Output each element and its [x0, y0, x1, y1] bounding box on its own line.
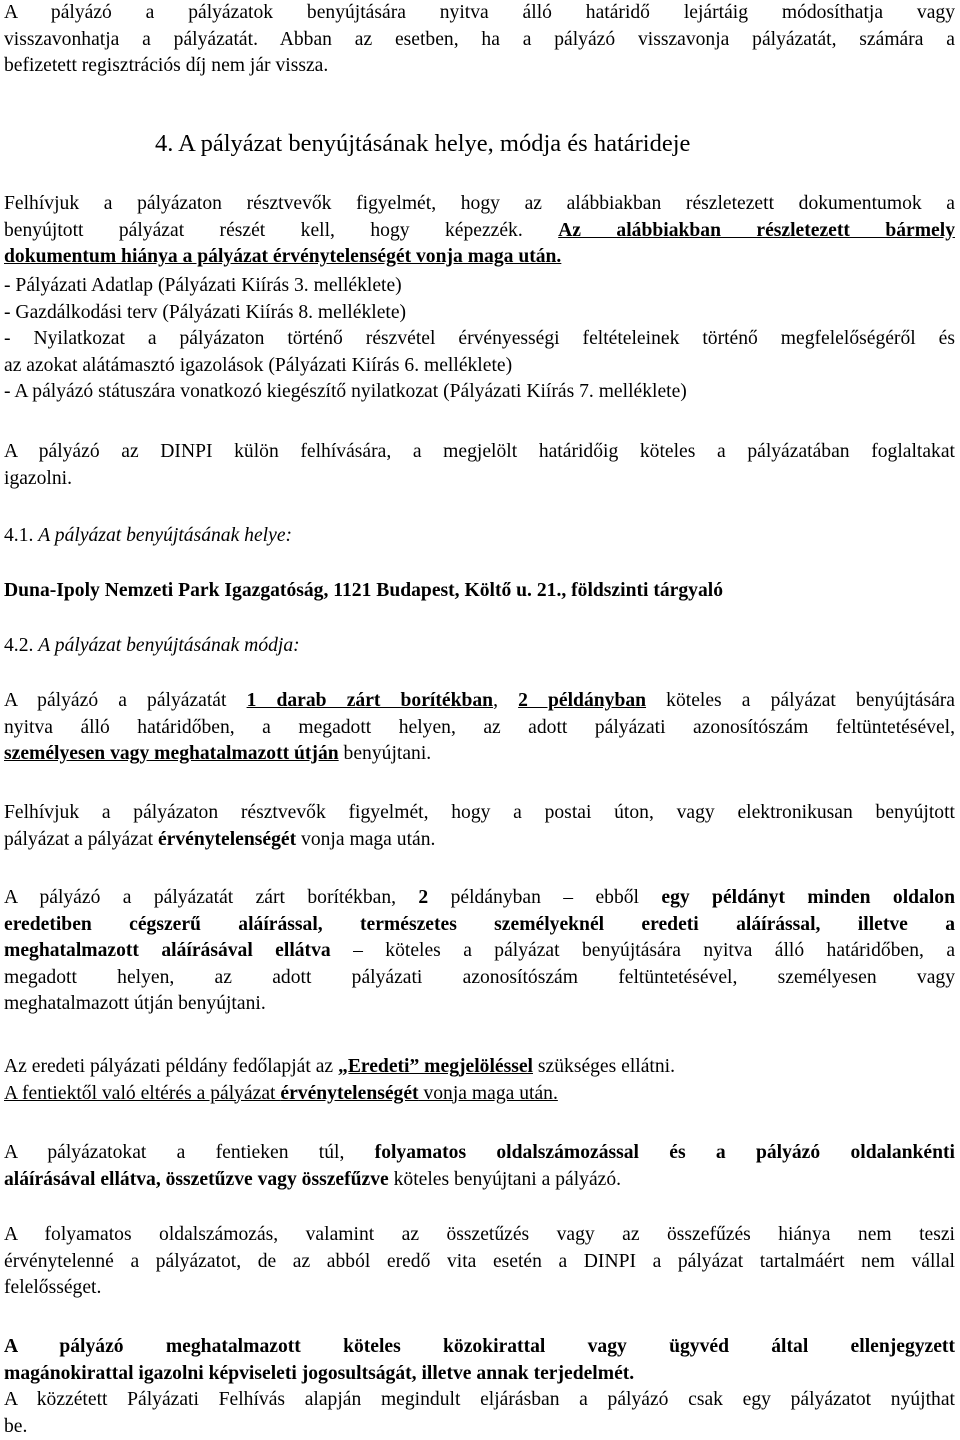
text-run: pályázat a pályázat — [4, 829, 158, 850]
text-line: A közzétett Pályázati Felhívás alapján megindult eljárásban a pályázó csak egy pályázatot nyújthat — [4, 1387, 955, 1414]
text-run: A pályázatokat a fentieken túl, — [4, 1142, 375, 1163]
text-line — [4, 827, 955, 854]
text-line: Felhívjuk a pályázaton résztvevők figyelmét, hogy az alábbiakban részletezett dokumentumok a — [4, 191, 955, 218]
text-line — [4, 1140, 955, 1167]
text-line — [4, 741, 955, 768]
method-paragraph-1 — [4, 688, 955, 768]
text-run: , — [493, 690, 518, 711]
emphasis-run: személyesen vagy meghatalmazott útján — [4, 743, 339, 764]
list-item: - Gazdálkodási terv (Pályázati Kiírás 8. melléklete) — [4, 300, 955, 327]
text-line: be. — [4, 1414, 955, 1440]
text-run: példányban – ebből — [428, 887, 661, 908]
text-line: A folyamatos oldalszámozás, valamint az összetűzés vagy az összefűzés hiánya nem teszi — [4, 1222, 955, 1249]
text-line: Felhívjuk a pályázaton résztvevők figyelmét, hogy a postai úton, vagy elektronikusan benyújtott — [4, 800, 955, 827]
emphasis-run: folyamatos oldalszámozással és a pályázó oldalankénti — [375, 1142, 955, 1163]
emphasis-run: Az alábbiakban részletezett bármely — [558, 220, 955, 241]
emphasis-run: meghatalmazott aláírásával ellátva — [4, 940, 331, 961]
text-line: befizetett regisztrációs díj nem jár vissza. — [4, 53, 955, 80]
text-line — [4, 1081, 955, 1108]
emphasis-run: 2 — [418, 887, 428, 908]
text-run: vonja maga után. — [419, 1083, 558, 1104]
text-line: érvénytelenné a pályázatot, de az abból eredő vita esetén a DINPI a pályázat tartalmáért nem vállal — [4, 1249, 955, 1276]
list-item: - Nyilatkozat a pályázaton történő részvétel érvényességi feltételeinek történő megfelelőségéről és — [4, 326, 955, 353]
text-run: Az eredeti pályázati példány fedőlapját az — [4, 1056, 338, 1077]
text-run: benyújtott pályázat részét kell, hogy képezzék. — [4, 220, 558, 241]
subsection-number: 4.1. — [4, 525, 33, 546]
method-paragraph-3 — [4, 885, 955, 1018]
text-run: köteles benyújtani a pályázó. — [389, 1169, 621, 1190]
text-run: vonja maga után. — [296, 829, 435, 850]
intro-paragraph — [4, 0, 955, 80]
text-line: dokumentum hiánya a pályázat érvénytelenségét vonja maga után. — [4, 244, 955, 271]
text-run: A pályázó a pályázatát — [4, 690, 247, 711]
emphasis-run: 2 példányban — [518, 690, 646, 711]
text-run: – köteles a pályázat benyújtására nyitva álló határidőben, a — [331, 940, 955, 961]
emphasis-run: érvénytelenségét — [280, 1083, 418, 1104]
text-line — [4, 1054, 955, 1081]
emphasis-run: 1 darab zárt borítékban — [247, 690, 494, 711]
emphasis-run: aláírásával ellátva, összetűzve vagy összefűzve — [4, 1169, 389, 1190]
method-paragraph-2 — [4, 800, 955, 853]
subsection-title: A pályázat benyújtásának módja: — [38, 635, 299, 656]
subsection-title: A pályázat benyújtásának helye: — [38, 525, 292, 546]
text-line: felelősséget. — [4, 1275, 955, 1302]
text-run: szükséges ellátni. — [533, 1056, 675, 1077]
text-line: meghatalmazott útján benyújtani. — [4, 991, 955, 1018]
section-heading: 4. A pályázat benyújtásának helye, módja és határideje — [155, 129, 690, 159]
emphasis-run: érvénytelenségét — [158, 829, 296, 850]
text-run: A pályázó a pályázatát zárt borítékban, — [4, 887, 418, 908]
subsection-number: 4.2. — [4, 635, 33, 656]
text-run: benyújtani. — [339, 743, 432, 764]
subsection-4-2-heading — [4, 633, 300, 660]
method-paragraph-7 — [4, 1334, 955, 1440]
text-line: igazolni. — [4, 466, 955, 493]
text-line — [4, 1167, 955, 1194]
text-line: A pályázó meghatalmazott köteles közokirattal vagy ügyvéd által ellenjegyzett — [4, 1334, 955, 1361]
subsection-4-1-heading — [4, 523, 292, 550]
text-run: A fentiektől való eltérés a pályázat — [4, 1083, 280, 1104]
text-line: visszavonhatja a pályázatát. Abban az esetben, ha a pályázó visszavonja pályázatát, számára a — [4, 27, 955, 54]
list-item: - A pályázó státuszára vonatkozó kiegészítő nyilatkozat (Pályázati Kiírás 7. melléklete) — [4, 379, 955, 406]
list-item: az azokat alátámasztó igazolások (Pályázati Kiírás 6. melléklete) — [4, 353, 955, 380]
method-paragraph-5 — [4, 1140, 955, 1193]
method-paragraph-6 — [4, 1222, 955, 1302]
text-line: A pályázó az DINPI külön felhívására, a megjelölt határidőig köteles a pályázatában foglaltakat — [4, 439, 955, 466]
dinpi-paragraph — [4, 439, 955, 492]
text-line — [4, 218, 955, 245]
method-paragraph-4 — [4, 1054, 955, 1107]
emphasis-run: egy példányt minden oldalon — [661, 887, 955, 908]
list-item: - Pályázati Adatlap (Pályázati Kiírás 3. melléklete) — [4, 273, 955, 300]
document-list — [4, 273, 955, 406]
text-line — [4, 885, 955, 912]
text-line: eredetiben cégszerű aláírással, természetes személyeknél eredeti aláírással, illetve a — [4, 912, 955, 939]
text-line — [4, 938, 955, 965]
text-run: köteles a pályázat benyújtására — [646, 690, 955, 711]
text-line — [4, 688, 955, 715]
text-line: nyitva álló határidőben, a megadott helyen, az adott pályázati azonosítószám feltüntetésével, — [4, 715, 955, 742]
text-line: magánokirattal igazolni képviseleti jogosultságát, illetve annak terjedelmét. — [4, 1361, 955, 1388]
text-line: A pályázó a pályázatok benyújtására nyitva álló határidő lejártáig módosíthatja vagy — [4, 0, 955, 27]
submission-address: Duna-Ipoly Nemzeti Park Igazgatóság, 1121 Budapest, Költő u. 21., földszinti tárgyaló — [4, 578, 723, 605]
emphasis-run: „Eredeti” megjelöléssel — [338, 1056, 533, 1077]
requirements-paragraph — [4, 191, 955, 271]
text-line: megadott helyen, az adott pályázati azonosítószám feltüntetésével, személyesen vagy — [4, 965, 955, 992]
